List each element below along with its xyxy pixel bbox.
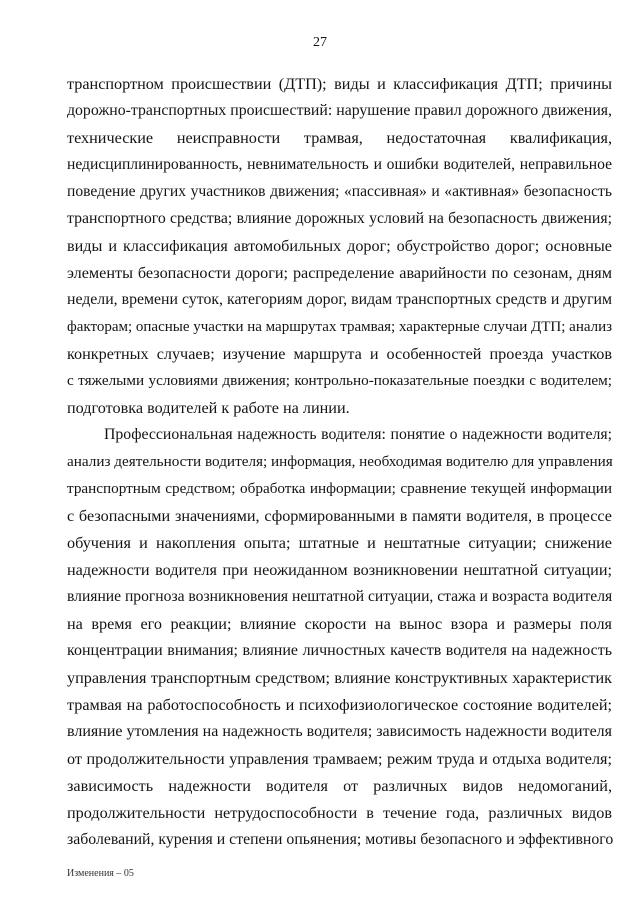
text-line: заболеваний, курения и степени опьянения; мотивы безопасного и эффективного xyxy=(67,831,614,848)
text-line: факторам; опасные участки на маршрутах трамвая; характерные случаи ДТП; анализ xyxy=(67,319,613,335)
footer-revision-note: Изменения – 05 xyxy=(67,868,134,879)
text-line: влияние утомления на надежность водителя; зависимость надежности водителя xyxy=(67,723,613,740)
text-line: недели, времени суток, категориям дорог, видам транспортных средств и другим xyxy=(67,291,612,308)
text-line: транспортным средством; обработка информации; сравнение текущей информации xyxy=(67,480,612,497)
text-line: конкретных случаев; изучение маршрута и особенностей проезда участков xyxy=(67,345,612,363)
text-line: продолжительности нетрудоспособности в течение года, различных видов xyxy=(67,804,612,822)
text-line: на время его реакции; влияние скорости на вынос взора и размеры поля xyxy=(67,615,612,633)
text-line: анализ деятельности водителя; информация, необходимая водителю для управления xyxy=(67,453,613,470)
text-line: концентрации внимания; влияние личностных качеств водителя на надежность xyxy=(67,642,612,659)
text-line: с безопасными значениями, сформированными в памяти водителя, в процессе xyxy=(67,507,612,525)
text-line: от продолжительности управления трамваем; режим труда и отдыха водителя; xyxy=(67,750,612,768)
text-line: дорожно-транспортных происшествий: нарушение правил дорожного движения, xyxy=(67,102,612,119)
page-number: 27 xyxy=(313,35,327,50)
text-line: транспортного средства; влияние дорожных условий на безопасность движения; xyxy=(67,210,612,227)
text-line: обучения и накопления опыта; штатные и нештатные ситуации; снижение xyxy=(67,534,612,552)
text-line: зависимость надежности водителя от различных видов недомоганий, xyxy=(67,777,612,795)
text-line: элементы безопасности дороги; распределение аварийности по сезонам, дням xyxy=(67,264,612,282)
text-line: технические неисправности трамвая, недостаточная квалификация, xyxy=(67,129,612,147)
text-line: подготовка водителей к работе на линии. xyxy=(67,399,350,417)
text-line: поведение других участников движения; «пассивная» и «активная» безопасность xyxy=(67,183,612,200)
text-line: транспортном происшествии (ДТП); виды и классификация ДТП; причины xyxy=(67,75,612,93)
text-line: недисциплинированность, невнимательность и ошибки водителей, неправильное xyxy=(67,156,612,173)
text-line: трамвая на работоспособность и психофизиологическое состояние водителей; xyxy=(67,696,612,714)
text-line: виды и классификация автомобильных дорог; обустройство дорог; основные xyxy=(67,237,612,255)
text-line: надежности водителя при неожиданном возникновении нештатной ситуации; xyxy=(67,561,612,579)
text-line: с тяжелыми условиями движения; контрольно-показательные поездки с водителем; xyxy=(67,372,612,389)
text-line: Профессиональная надежность водителя: понятие о надежности водителя; xyxy=(104,426,612,443)
text-line: влияние прогноза возникновения нештатной ситуации, стажа и возраста водителя xyxy=(67,588,613,605)
text-line: управления транспортным средством; влияние конструктивных характеристик xyxy=(67,669,612,687)
